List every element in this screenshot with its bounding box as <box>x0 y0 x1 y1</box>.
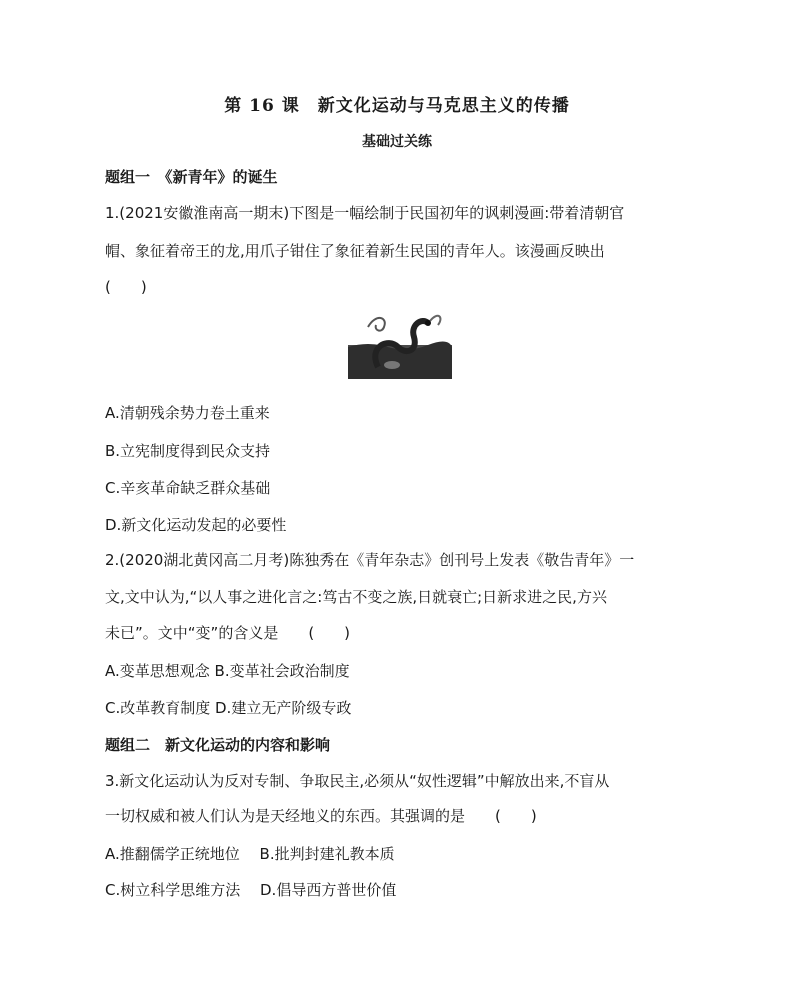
cartoon-dragon-head <box>425 320 431 326</box>
cartoon-smoke <box>430 316 440 325</box>
cartoon-cloud <box>368 318 385 331</box>
section-subtitle: 基础过关练 <box>362 134 432 150</box>
q2-stem-line1: 2.(2020湖北黄冈高二月考)陈独秀在《青年杂志》创刊号上发表《敬告青年》一 <box>105 551 635 569</box>
q1-option-b: B.立宪制度得到民众支持 <box>105 442 271 460</box>
group2-heading: 题组二 新文化运动的内容和影响 <box>105 736 331 754</box>
q1-stem-line2: 帽、象征着帝王的龙,用爪子钳住了象征着新生民国的青年人。该漫画反映出 <box>105 242 605 260</box>
q1-answer-blank: ( ) <box>105 278 147 296</box>
q3-stem-line1: 3.新文化运动认为反对专制、争取民主,必须从“奴性逻辑”中解放出来,不盲从 <box>105 772 610 790</box>
q1-stem-line1: 1.(2021安徽淮南高一期末)下图是一幅绘制于民国初年的讽刺漫画:带着清朝官 <box>105 204 625 222</box>
q1-option-a: A.清朝残余势力卷土重来 <box>105 404 270 422</box>
satirical-cartoon-illustration <box>348 307 452 379</box>
q2-stem-line2: 文,文中认为,“以人事之进化言之:笃古不变之族,日就衰亡;日新求进之民,方兴 <box>105 588 607 606</box>
q3-options-ab: A.推翻儒学正统地位 B.批判封建礼教本质 <box>105 845 395 863</box>
q2-stem-line3: 未已”。文中“变”的含义是 ( ) <box>105 624 351 642</box>
group1-heading: 题组一 《新青年》的诞生 <box>105 168 278 186</box>
lesson-title: 第 16 课 新文化运动与马克思主义的传播 <box>224 96 570 116</box>
q2-options-cd: C.改革教育制度 D.建立无产阶级专政 <box>105 699 352 717</box>
q1-option-d: D.新文化运动发起的必要性 <box>105 516 287 534</box>
q1-option-c: C.辛亥革命缺乏群众基础 <box>105 479 271 497</box>
q3-options-cd: C.树立科学思维方法 D.倡导西方普世价值 <box>105 881 397 899</box>
q2-options-ab: A.变革思想观念 B.变革社会政治制度 <box>105 662 350 680</box>
cartoon-youth-figure <box>384 361 400 369</box>
q3-stem-line2: 一切权威和被人们认为是天经地义的东西。其强调的是 ( ) <box>105 807 537 825</box>
